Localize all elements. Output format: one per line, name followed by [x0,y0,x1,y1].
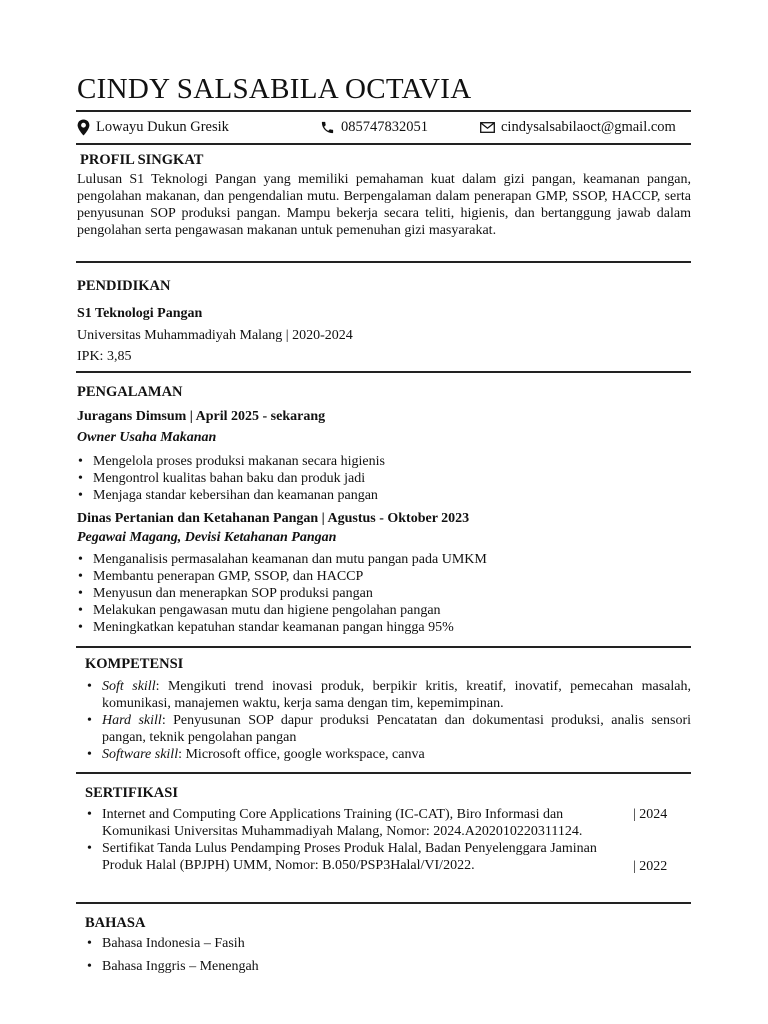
job-role: Owner Usaha Makanan [77,430,217,445]
list-item: • Menyusun dan menerapkan SOP produksi pangan [77,585,691,602]
job-role: Pegawai Magang, Devisi Ketahanan Pangan [77,530,337,545]
list-item: • Meningkatkan kepatuhan standar keamanan pangan hingga 95% [77,619,691,636]
list-item [86,712,691,746]
education-gpa: IPK: 3,85 [77,349,132,364]
list-item: • Sertifikat Tanda Lulus Pendamping Proses Produk Halal, Badan Penyelenggara Jaminan Produk Halal (BPJPH) UMM, Nomor: B.050/PSP3Halal/VI/2022. [86,840,631,874]
education-heading: PENDIDIKAN [77,278,171,294]
cert-year: | 2024 [633,807,668,822]
list-item: • Melakukan pengawasan mutu dan higiene pengolahan pangan [77,602,691,619]
profile-divider [76,261,691,263]
certifications-list [86,806,631,874]
contact-location [77,118,229,136]
skill-label: Software skill [102,747,179,762]
list-item: • Internet and Computing Core Applications Training (IC-CAT), Biro Informasi dan Komunikasi Universitas Muhammadiyah Malang, Nomor: 2024.A202010220311124. [86,806,631,840]
job-duties-list [77,453,691,504]
certifications-heading: SERTIFIKASI [85,785,178,801]
list-item: • Bahasa Inggris – Menengah [86,958,486,975]
contact-divider [76,143,691,145]
list-item: • Mengontrol kualitas bahan baku dan produk jadi [77,470,691,487]
skill-text: : Penyusunan SOP dapur produksi Pencatatan dan dokumentasi produksi, analis sensori pangan, teknik pengolahan pangan [102,713,691,745]
envelope-icon [480,122,495,133]
experience-heading: PENGALAMAN [77,384,183,400]
job-title: Juragans Dimsum | April 2025 - sekarang [77,409,326,424]
education-school: Universitas Muhammadiyah Malang | 2020-2024 [77,328,353,343]
list-item [86,678,691,712]
contact-email [480,118,676,136]
languages-heading: BAHASA [85,915,146,931]
list-item: • Bahasa Indonesia – Fasih [86,935,486,952]
job-duties-list [77,551,691,636]
header-divider [76,110,691,112]
list-item [86,746,691,763]
job-title: Dinas Pertanian dan Ketahanan Pangan | Agustus - Oktober 2023 [77,511,470,526]
languages-list [86,935,486,975]
skill-text: : Mengikuti trend inovasi produk, berpikir kritis, kreatif, inovatif, pemecahan masalah, komunikasi, manajemen waktu, kerja sama dengan tim, kepemimpinan. [102,679,691,711]
skill-label: Soft skill [102,679,156,694]
education-degree: S1 Teknologi Pangan [77,306,203,321]
list-item: • Menganalisis permasalahan keamanan dan mutu pangan pada UMKM [77,551,691,568]
phone-text: 085747832051 [341,119,428,135]
list-item: • Menjaga standar kebersihan dan keamanan pangan [77,487,691,504]
phone-icon [320,120,335,135]
list-item: • Mengelola proses produksi makanan secara higienis [77,453,691,470]
profile-text: Lulusan S1 Teknologi Pangan yang memiliki pemahaman kuat dalam gizi pangan, keamanan pangan, pengolahan makanan, dan pengendalian mutu. Berpengalaman dalam penerapan GMP, SSOP, HACCP, serta penyusunan SOP produksi pangan. Mampu bekerja secara teliti, higienis, dan bertanggung jawab dalam pengolahan serta pengawasan makanan untuk pemenuhan gizi masyarakat. [77,172,691,238]
skills-divider [76,772,691,774]
profile-heading: PROFIL SINGKAT [80,152,204,168]
list-item: • Membantu penerapan GMP, SSOP, dan HACCP [77,568,691,585]
skills-heading: KOMPETENSI [85,656,184,672]
contact-phone [320,118,428,136]
education-divider [76,371,691,373]
candidate-name: CINDY SALSABILA OCTAVIA [77,73,472,105]
skill-text: : Microsoft office, google workspace, canva [178,747,425,762]
skills-list [86,678,691,763]
experience-divider [76,646,691,648]
skill-label: Hard skill [102,713,162,728]
location-pin-icon [77,119,90,136]
cert-year: | 2022 [633,859,668,874]
email-text: cindysalsabilaoct@gmail.com [501,119,676,135]
location-text: Lowayu Dukun Gresik [96,119,229,135]
certifications-divider [76,902,691,904]
